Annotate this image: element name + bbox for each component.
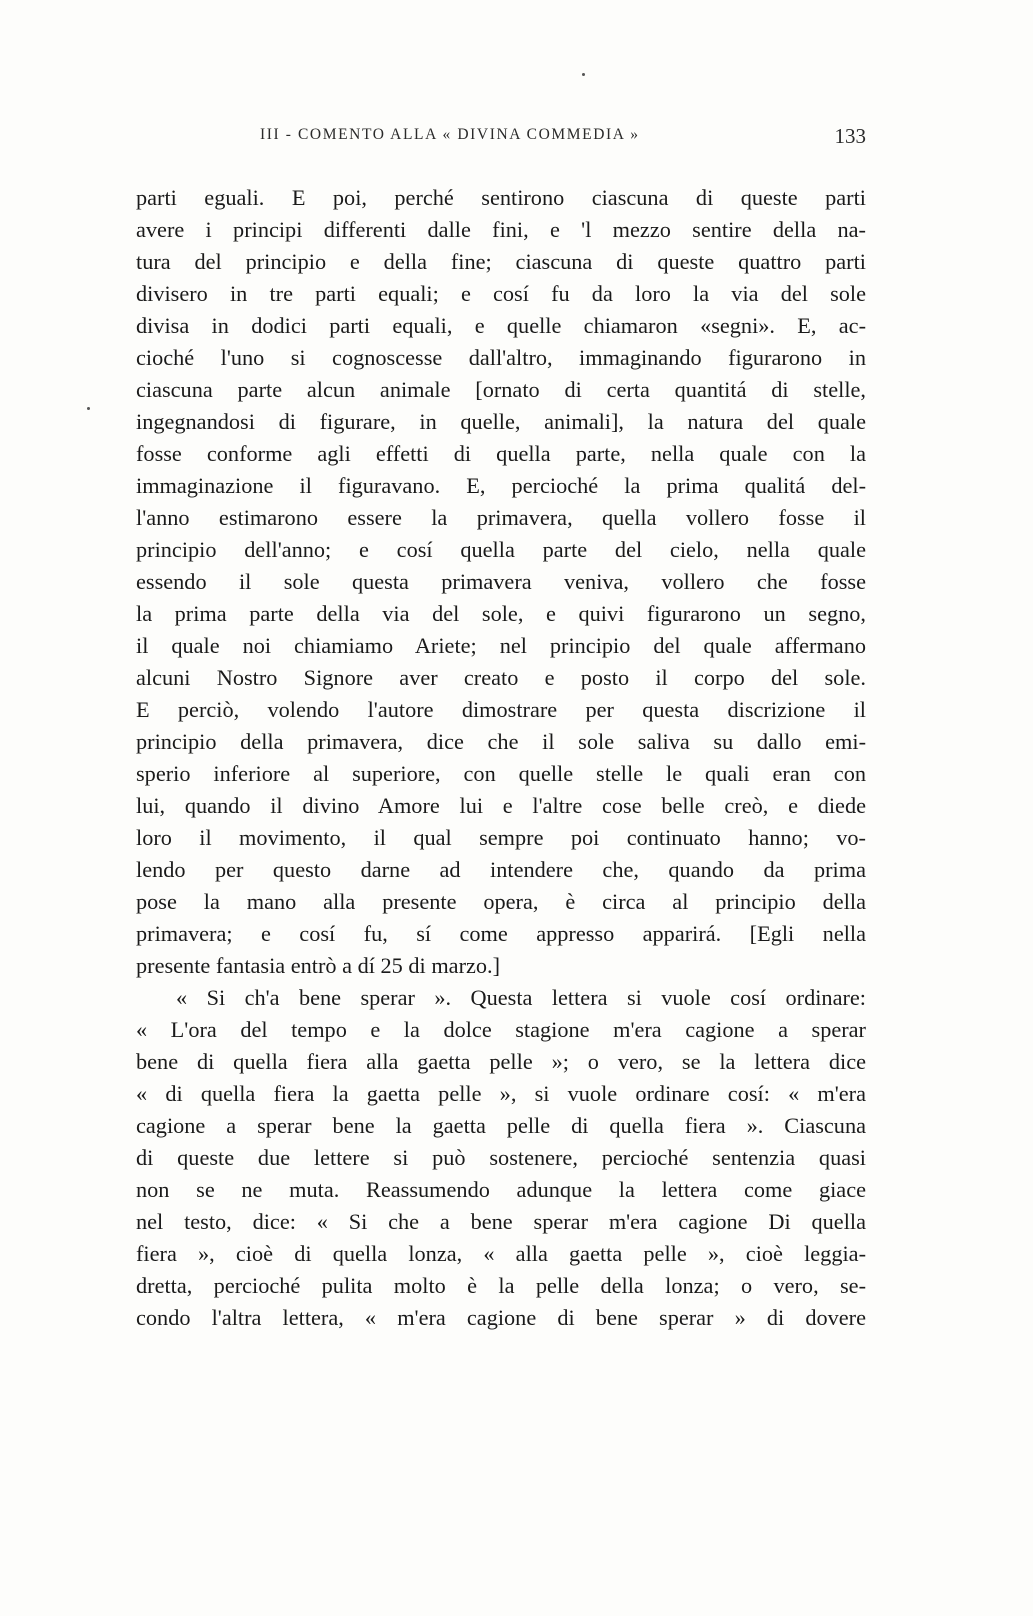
text-line: fosse conforme agli effetti di quella parte, nella quale con la [136,441,866,466]
text-line: pose la mano alla presente opera, è circa al principio della [136,889,866,914]
paragraph-end-line: presente fantasia entrò a dí 25 di marzo.] [136,953,501,978]
body-text [136,182,866,1334]
text-line: principio della primavera, dice che il sole saliva su dallo emi- [136,729,866,754]
text-line: l'anno estimarono essere la primavera, quella vollero fosse il [136,505,866,530]
text-line: immaginazione il figuravano. E, percioché la prima qualitá del- [136,473,866,498]
text-line: cagione a sperar bene la gaetta pelle di quella fiera ». Ciascuna [136,1113,866,1138]
running-head: III - COMENTO ALLA « DIVINA COMMEDIA » [260,126,640,143]
text-line: la prima parte della via del sole, e quivi figurarono un segno, [136,601,866,626]
text-line: avere i principi differenti dalle fini, e 'l mezzo sentire della na- [136,217,866,242]
text-line: dretta, percioché pulita molto è la pelle della lonza; o vero, se- [136,1273,866,1298]
text-line: E perciò, volendo l'autore dimostrare per questa discrizione il [136,697,866,722]
text-line: tura del principio e della fine; ciascuna di queste quattro parti [136,249,866,274]
text-line: il quale noi chiamiamo Ariete; nel principio del quale affermano [136,633,866,658]
text-line: divisa in dodici parti equali, e quelle chiamaron «segni». E, ac- [136,313,866,338]
ink-speck [582,73,585,76]
text-line: principio dell'anno; e cosí quella parte del cielo, nella quale [136,537,866,562]
text-line: « L'ora del tempo e la dolce stagione m'era cagione a sperar [136,1017,866,1042]
text-line: nel testo, dice: « Si che a bene sperar m'era cagione Di quella [136,1209,866,1234]
text-line: di queste due lettere si può sostenere, percioché sentenzia quasi [136,1145,866,1170]
text-line: lui, quando il divino Amore lui e l'altre cose belle creò, e diede [136,793,866,818]
page-header [136,126,866,154]
text-line: cioché l'uno si cognoscesse dall'altro, immaginando figurarono in [136,345,866,370]
text-line: divisero in tre parti equali; e cosí fu da loro la via del sole [136,281,866,306]
text-line: sperio inferiore al superiore, con quelle stelle le quali eran con [136,761,866,786]
text-line: ciascuna parte alcun animale [ornato di certa quantitá di stelle, [136,377,866,402]
text-line: ingegnandosi di figurare, in quelle, animali], la natura del quale [136,409,866,434]
text-line: essendo il sole questa primavera veniva, vollero che fosse [136,569,866,594]
page-number: 133 [834,124,866,148]
text-line: alcuni Nostro Signore aver creato e posto il corpo del sole. [136,665,866,690]
text-line: loro il movimento, il qual sempre poi continuato hanno; vo- [136,825,866,850]
text-line: bene di quella fiera alla gaetta pelle »; o vero, se la lettera dice [136,1049,866,1074]
text-line: parti eguali. E poi, perché sentirono ciascuna di queste parti [136,185,866,210]
text-line: primavera; e cosí fu, sí come appresso apparirá. [Egli nella [136,921,866,946]
text-line: non se ne muta. Reassumendo adunque la lettera come giace [136,1177,866,1202]
text-line: lendo per questo darne ad intendere che, quando da prima [136,857,866,882]
ink-speck [87,407,90,410]
text-line: fiera », cioè di quella lonza, « alla gaetta pelle », cioè leggia- [136,1241,866,1266]
text-line: condo l'altra lettera, « m'era cagione di bene sperar » di dovere [136,1305,866,1330]
paragraph-start-line: « Si ch'a bene sperar ». Questa lettera si vuole cosí ordinare: [176,985,866,1010]
text-line: « di quella fiera la gaetta pelle », si vuole ordinare cosí: « m'era [136,1081,866,1106]
